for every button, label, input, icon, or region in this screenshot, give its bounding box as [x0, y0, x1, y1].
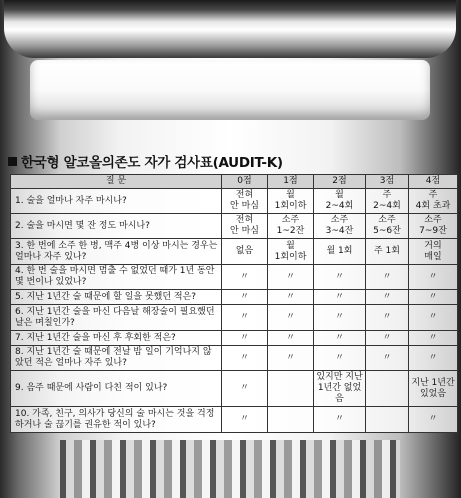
- score-cell: 소주 1~2잔: [268, 214, 314, 239]
- header-score-3: 3점: [366, 175, 409, 189]
- score-cell: 〃: [268, 331, 314, 346]
- question-cell: 3. 한 번에 소주 한 병, 맥주 4병 이상 마시는 경우는 얼마나 자주 있나?: [11, 239, 222, 265]
- score-cell: 〃: [222, 346, 268, 371]
- score-cell: 전혀 안 마심: [222, 189, 268, 214]
- score-cell: 거의 매일: [409, 239, 458, 265]
- score-cell: 전혀 안 마심: [222, 214, 268, 239]
- score-cell: 〃: [314, 346, 366, 371]
- table-title-text: 한국형 알코올의존도 자가 검사표(AUDIT-K): [21, 155, 283, 171]
- table-row: [11, 331, 458, 346]
- table-row: [11, 265, 458, 290]
- score-cell: 월 1회이하: [268, 189, 314, 214]
- table-row: [11, 239, 458, 265]
- question-cell: 4. 한 번 술을 마시면 멈출 수 없었던 때가 1년 동안 몇 번이나 있었나?: [11, 265, 222, 290]
- question-cell: 1. 술을 얼마나 자주 마시나?: [11, 189, 222, 214]
- question-cell: 6. 지난 1년간 술을 마신 다음날 해장술이 필요했던 날은 며칠인가?: [11, 305, 222, 331]
- question-cell: 8. 지난 1년간 술 때문에 전날 밤 일이 기억나지 않았던 적은 얼마나 자주 있나?: [11, 346, 222, 371]
- score-cell: 〃: [409, 265, 458, 290]
- table-row: [11, 305, 458, 331]
- table-row: [11, 371, 458, 407]
- score-cell: [268, 407, 314, 433]
- audit-k-table: [10, 174, 458, 433]
- score-cell: 〃: [366, 331, 409, 346]
- square-bullet-icon: [8, 157, 17, 166]
- score-cell: 〃: [409, 346, 458, 371]
- table-row: [11, 189, 458, 214]
- score-cell: 〃: [268, 346, 314, 371]
- score-cell: 〃: [366, 290, 409, 305]
- score-cell: 〃: [222, 305, 268, 331]
- question-cell: 9. 음주 때문에 사람이 다친 적이 있나?: [11, 371, 222, 407]
- question-cell: 5. 지난 1년간 술 때문에 할 일을 못했던 적은?: [11, 290, 222, 305]
- glass-rim: [4, 0, 456, 58]
- table-row: [11, 290, 458, 305]
- score-cell: [366, 371, 409, 407]
- score-cell: 주 1회: [366, 239, 409, 265]
- score-cell: 〃: [409, 305, 458, 331]
- score-cell: 〃: [268, 305, 314, 331]
- header-score-2: 2점: [314, 175, 366, 189]
- score-cell: 주 4회 초과: [409, 189, 458, 214]
- score-cell: 〃: [222, 265, 268, 290]
- glass-bottom-reflection: [60, 440, 400, 498]
- score-cell: 〃: [409, 407, 458, 433]
- score-cell: 〃: [366, 305, 409, 331]
- score-cell: 없음: [222, 239, 268, 265]
- score-cell: 〃: [366, 265, 409, 290]
- score-cell: 〃: [268, 265, 314, 290]
- header-row: [11, 175, 458, 189]
- score-cell: 있지만 지난 1년간 없었음: [314, 371, 366, 407]
- score-cell: 소주 5~6잔: [366, 214, 409, 239]
- score-cell: 〃: [314, 290, 366, 305]
- score-cell: 지난 1년간 있었음: [409, 371, 458, 407]
- header-score-0: 0점: [222, 175, 268, 189]
- score-cell: 〃: [409, 331, 458, 346]
- glass-highlight-band: [30, 60, 430, 120]
- score-cell: 월 1회: [314, 239, 366, 265]
- table-row: [11, 214, 458, 239]
- score-cell: [366, 407, 409, 433]
- score-cell: 〃: [314, 305, 366, 331]
- question-cell: 10. 가족, 친구, 의사가 당신의 술 마시는 것을 걱정하거나 술 끊기를 권유한 적이 있나?: [11, 407, 222, 433]
- score-cell: 소주 7~9잔: [409, 214, 458, 239]
- question-cell: 7. 지난 1년간 술을 마신 후 후회한 적은?: [11, 331, 222, 346]
- score-cell: 〃: [314, 265, 366, 290]
- score-cell: 〃: [222, 371, 268, 407]
- header-score-4: 4점: [409, 175, 458, 189]
- score-cell: 〃: [409, 290, 458, 305]
- score-cell: [268, 371, 314, 407]
- score-cell: 주 2~4회: [366, 189, 409, 214]
- score-cell: 〃: [268, 290, 314, 305]
- score-cell: 소주 3~4잔: [314, 214, 366, 239]
- score-cell: 〃: [222, 290, 268, 305]
- score-cell: 월 1회이하: [268, 239, 314, 265]
- header-question: 질 문: [11, 175, 222, 189]
- score-cell: 〃: [222, 407, 268, 433]
- score-cell: 〃: [314, 407, 366, 433]
- score-cell: 〃: [314, 331, 366, 346]
- score-cell: 〃: [222, 331, 268, 346]
- question-cell: 2. 술을 마시면 몇 잔 정도 마시나?: [11, 214, 222, 239]
- score-cell: 월 2~4회: [314, 189, 366, 214]
- table-row: [11, 407, 458, 433]
- header-score-1: 1점: [268, 175, 314, 189]
- table-title: [8, 151, 283, 171]
- table-row: [11, 346, 458, 371]
- score-cell: 〃: [366, 346, 409, 371]
